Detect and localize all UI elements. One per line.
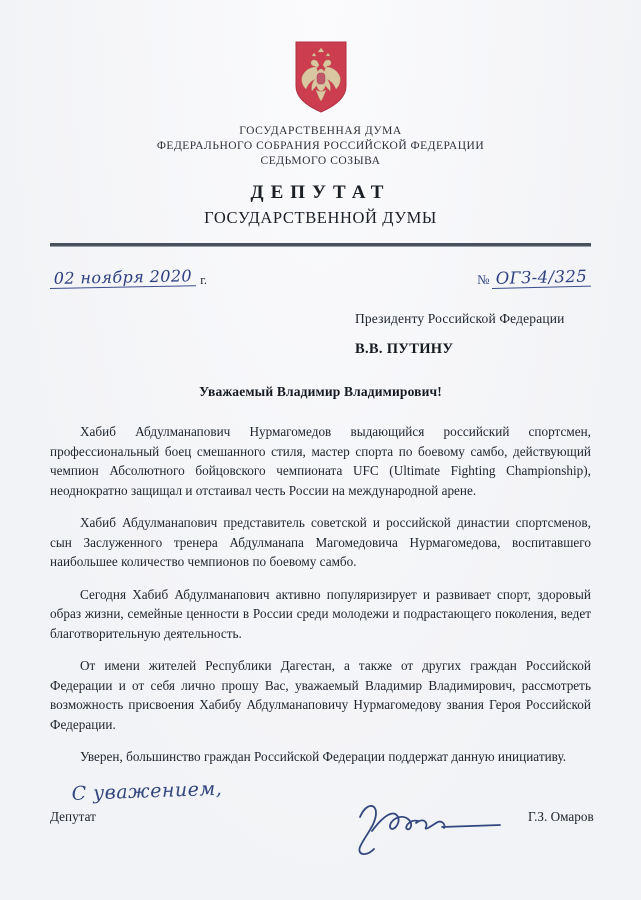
document-subtitle: ГОСУДАРСТВЕННОЙ ДУМЫ xyxy=(204,208,437,227)
regards-handwritten: С уважением, xyxy=(71,777,223,805)
document-title: ДЕПУТАТ xyxy=(250,182,391,203)
date-group xyxy=(50,266,208,289)
header-divider xyxy=(50,243,591,247)
reference-number-value: ОГЗ-4/325 xyxy=(491,268,591,289)
date-suffix: г. xyxy=(200,273,208,287)
emblem-container xyxy=(50,0,591,114)
org-line-1: ГОСУДАРСТВЕННАЯ ДУМА xyxy=(239,125,402,137)
body-paragraph: Хабиб Абдулманапович Нурмагомедов выдающийся российский спортсмен, профессиональный боец смешанного стиля, мастер спорта по боевому самбо, действующий чемпион Абсолютного бойцовского чемпионата UFC (Ultimate Fighting Championship), неоднократно защищал и отстаивал честь России на международной арене. xyxy=(50,424,591,498)
org-line-2: ФЕДЕРАЛЬНОГО СОБРАНИЯ РОССИЙСКОЙ ФЕДЕРАЦИИ xyxy=(156,140,485,152)
org-line-3: СЕДЬМОГО СОЗЫВА xyxy=(260,155,381,167)
organization-header xyxy=(50,124,591,228)
addressee-title: Президенту Российской Федерации xyxy=(355,311,565,326)
addressee-name: В.В. ПУТИНУ xyxy=(355,341,454,357)
document-meta-row xyxy=(50,263,591,289)
date-value: 02 ноября 2020 xyxy=(50,267,197,289)
reference-number-group xyxy=(477,266,591,289)
body-paragraph: Хабиб Абдулманапович представитель советской и российской династии спортсменов, сын Заслуженного тренера Абдулманапа Магомедовича Нурмагомедова, воспитавшего наибольшее количество чемпионов по боевому самбо. xyxy=(50,515,591,569)
salutation: Уважаемый Владимир Владимирович! xyxy=(199,384,442,399)
signature-block xyxy=(50,777,594,873)
body-paragraph: Сегодня Хабиб Абдулманапович активно популяризирует и развивает спорт, здоровый образ жизни, семейные ценности в России среди молодежи и подрастающего поколения, ведет благотворительную деятельность. xyxy=(50,586,591,641)
signer-name: Г.З. Омаров xyxy=(528,808,594,824)
handwritten-signature-icon xyxy=(350,797,525,859)
signature-row xyxy=(50,808,594,825)
russian-coat-of-arms-icon xyxy=(293,40,349,114)
addressee-block xyxy=(50,311,591,358)
body-paragraph: От имени жителей Республики Дагестан, а также от других граждан Российской Федерации и от себя лично прошу Вас, уважаемый Владимир Владимирович, рассмотреть возможность присвоения Хабибу Абдулманаповичу Нурмагомедову звания Героя Российской Федерации. xyxy=(50,658,591,732)
signer-role: Депутат xyxy=(50,808,96,824)
letter-body xyxy=(50,422,591,767)
body-paragraph: Уверен, большинство граждан Российской Федерации поддержат данную инициативу. xyxy=(80,749,567,764)
number-prefix: № xyxy=(477,272,490,287)
